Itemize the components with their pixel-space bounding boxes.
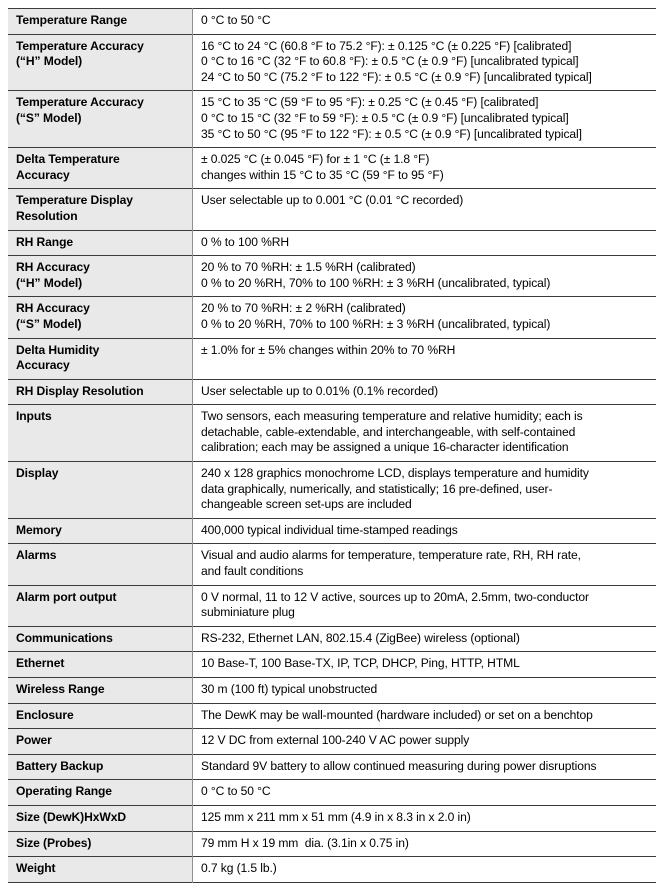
spec-value-cell bbox=[193, 544, 657, 585]
table-row bbox=[8, 230, 656, 256]
spec-value-cell bbox=[193, 230, 657, 256]
spec-value-cell bbox=[193, 652, 657, 678]
spec-label-cell bbox=[8, 585, 193, 626]
table-row bbox=[8, 754, 656, 780]
spec-label-cell bbox=[8, 754, 193, 780]
table-row bbox=[8, 729, 656, 755]
spec-label-cell bbox=[8, 148, 193, 189]
spec-label-cell bbox=[8, 729, 193, 755]
spec-value-line: 16 °C to 24 °C (60.8 °F to 75.2 °F): ± 0.125 °C (± 0.225 °F) [calibrated] bbox=[201, 38, 572, 53]
spec-label-cell bbox=[8, 405, 193, 462]
spec-label-line: Enclosure bbox=[16, 707, 74, 722]
spec-label-line: Size (DewK)HxWxD bbox=[16, 809, 126, 824]
spec-label-line: Accuracy bbox=[16, 358, 70, 373]
spec-value-line: 125 mm x 211 mm x 51 mm (4.9 in x 8.3 in x 2.0 in) bbox=[201, 809, 471, 824]
spec-value-line: Two sensors, each measuring temperature and relative humidity; each is bbox=[201, 409, 583, 424]
table-row bbox=[8, 148, 656, 189]
spec-value-line: 20 % to 70 %RH: ± 2 %RH (calibrated) bbox=[201, 301, 406, 316]
table-row bbox=[8, 34, 656, 91]
spec-label-line: Display bbox=[16, 466, 59, 481]
spec-value-line: 240 x 128 graphics monochrome LCD, displays temperature and humidity bbox=[201, 466, 589, 481]
spec-label-cell bbox=[8, 462, 193, 519]
spec-label-line: (“S” Model) bbox=[16, 316, 82, 331]
spec-value-line: User selectable up to 0.01% (0.1% recorded) bbox=[201, 383, 439, 398]
table-row bbox=[8, 462, 656, 519]
spec-label-line: Delta Temperature bbox=[16, 152, 120, 167]
spec-label-cell bbox=[8, 652, 193, 678]
spec-value-line: Visual and audio alarms for temperature, temperature rate, RH, RH rate, bbox=[201, 548, 581, 563]
spec-label-line: Alarms bbox=[16, 548, 57, 563]
spec-label-line: Wireless Range bbox=[16, 682, 105, 696]
spec-value-cell bbox=[193, 34, 657, 91]
spec-value-line: 20 % to 70 %RH: ± 1.5 %RH (calibrated) bbox=[201, 260, 416, 275]
spec-label-cell bbox=[8, 518, 193, 544]
spec-label-line: Ethernet bbox=[16, 656, 65, 671]
spec-label-cell bbox=[8, 626, 193, 652]
spec-label-cell bbox=[8, 780, 193, 806]
spec-value-line: data graphically, numerically, and statistically; 16 pre-defined, user- bbox=[201, 481, 553, 496]
spec-value-line: 0 °C to 15 °C (32 °F to 59 °F): ± 0.5 °C (± 0.9 °F) [uncalibrated typical] bbox=[201, 110, 569, 125]
spec-value-cell bbox=[193, 626, 657, 652]
spec-value-line: 0.7 kg (1.5 lb.) bbox=[201, 861, 277, 876]
spec-label-line: Weight bbox=[16, 861, 56, 876]
spec-value-line: 24 °C to 50 °C (75.2 °F to 122 °F): ± 0.5 °C (± 0.9 °F) [uncalibrated typical] bbox=[201, 69, 592, 84]
spec-value-line: 35 °C to 50 °C (95 °F to 122 °F): ± 0.5 °C (± 0.9 °F) [uncalibrated typical] bbox=[201, 126, 582, 141]
spec-value-line: changeable screen set-ups are included bbox=[201, 497, 412, 512]
spec-label-line: Communications bbox=[16, 630, 113, 645]
spec-label-cell bbox=[8, 857, 193, 883]
spec-label-line: Temperature Accuracy bbox=[16, 38, 144, 53]
spec-label-line: (“H” Model) bbox=[16, 275, 83, 290]
spec-value-line: 0 % to 20 %RH, 70% to 100 %RH: ± 3 %RH (uncalibrated, typical) bbox=[201, 275, 551, 290]
spec-label-line: Accuracy bbox=[16, 167, 70, 182]
spec-value-line: 0 % to 20 %RH, 70% to 100 %RH: ± 3 %RH (uncalibrated, typical) bbox=[201, 316, 551, 331]
spec-label-line: Delta Humidity bbox=[16, 342, 100, 357]
spec-value-line: calibration; each may be assigned a unique 16-character identification bbox=[201, 440, 569, 455]
table-row bbox=[8, 297, 656, 338]
spec-value-line: 400,000 typical individual time-stamped readings bbox=[201, 522, 458, 537]
spec-label-line: Memory bbox=[16, 522, 62, 537]
spec-value-cell bbox=[193, 518, 657, 544]
spec-value-cell bbox=[193, 780, 657, 806]
spec-label-cell bbox=[8, 831, 193, 857]
spec-value-cell bbox=[193, 148, 657, 189]
spec-value-line: 0 V normal, 11 to 12 V active, sources up to 20mA, 2.5mm, two-conductor bbox=[201, 589, 589, 604]
spec-value-line: ± 0.025 °C (± 0.045 °F) for ± 1 °C (± 1.8 °F) bbox=[201, 152, 430, 167]
table-row bbox=[8, 626, 656, 652]
spec-label-cell bbox=[8, 703, 193, 729]
spec-value-cell bbox=[193, 462, 657, 519]
spec-value-line: detachable, cable-extendable, and interchangeable, with self-contained bbox=[201, 424, 576, 439]
table-row bbox=[8, 9, 656, 35]
table-row bbox=[8, 703, 656, 729]
specifications-table bbox=[8, 8, 656, 883]
spec-label-cell bbox=[8, 338, 193, 379]
spec-label-cell bbox=[8, 544, 193, 585]
table-row bbox=[8, 831, 656, 857]
spec-value-cell bbox=[193, 857, 657, 883]
table-row bbox=[8, 379, 656, 405]
spec-value-line: and fault conditions bbox=[201, 564, 304, 579]
table-row bbox=[8, 189, 656, 230]
spec-value-line: changes within 15 °C to 35 °C (59 °F to 95 °F) bbox=[201, 167, 444, 182]
spec-label-line: Operating Range bbox=[16, 784, 112, 799]
table-row bbox=[8, 405, 656, 462]
table-row bbox=[8, 91, 656, 148]
spec-value-line: 15 °C to 35 °C (59 °F to 95 °F): ± 0.25 °C (± 0.45 °F) [calibrated] bbox=[201, 95, 539, 110]
spec-value-cell bbox=[193, 405, 657, 462]
spec-value-cell bbox=[193, 338, 657, 379]
spec-label-line: Temperature Range bbox=[16, 13, 127, 27]
spec-label-line: RH Accuracy bbox=[16, 260, 90, 275]
spec-label-cell bbox=[8, 297, 193, 338]
spec-label-line: Power bbox=[16, 733, 52, 748]
spec-value-line: 10 Base-T, 100 Base-TX, IP, TCP, DHCP, Ping, HTTP, HTML bbox=[201, 656, 520, 671]
spec-value-line: 12 V DC from external 100-240 V AC power supply bbox=[201, 733, 470, 748]
spec-label-line: (“S” Model) bbox=[16, 110, 82, 125]
table-row bbox=[8, 857, 656, 883]
spec-label-cell bbox=[8, 805, 193, 831]
spec-value-line: 0 °C to 50 °C bbox=[201, 13, 271, 27]
spec-label-line: Battery Backup bbox=[16, 758, 104, 773]
table-row bbox=[8, 544, 656, 585]
spec-label-cell bbox=[8, 9, 193, 35]
spec-label-cell bbox=[8, 379, 193, 405]
spec-label-line: (“H” Model) bbox=[16, 54, 83, 69]
spec-label-line: Temperature Display bbox=[16, 193, 133, 208]
spec-label-line: Resolution bbox=[16, 208, 78, 223]
table-row bbox=[8, 780, 656, 806]
spec-value-cell bbox=[193, 189, 657, 230]
spec-label-line: Size (Probes) bbox=[16, 835, 92, 850]
spec-value-cell bbox=[193, 754, 657, 780]
spec-label-line: Temperature Accuracy bbox=[16, 95, 144, 110]
spec-value-line: RS-232, Ethernet LAN, 802.15.4 (ZigBee) wireless (optional) bbox=[201, 630, 520, 645]
spec-label-line: RH Display Resolution bbox=[16, 383, 144, 398]
spec-value-cell bbox=[193, 585, 657, 626]
spec-value-line: User selectable up to 0.001 °C (0.01 °C recorded) bbox=[201, 193, 464, 208]
spec-value-line: ± 1.0% for ± 5% changes within 20% to 70 %RH bbox=[201, 342, 456, 357]
spec-value-line: 79 mm H x 19 mm dia. (3.1in x 0.75 in) bbox=[201, 835, 409, 850]
spec-value-line: 0 °C to 50 °C bbox=[201, 784, 271, 799]
spec-label-cell bbox=[8, 678, 193, 704]
spec-value-line: 0 % to 100 %RH bbox=[201, 234, 290, 249]
spec-label-line: Inputs bbox=[16, 409, 52, 424]
spec-value-cell bbox=[193, 805, 657, 831]
spec-value-line: Standard 9V battery to allow continued measuring during power disruptions bbox=[201, 758, 597, 773]
table-row bbox=[8, 678, 656, 704]
spec-value-line: 30 m (100 ft) typical unobstructed bbox=[201, 682, 378, 696]
spec-label-cell bbox=[8, 189, 193, 230]
spec-label-line: Alarm port output bbox=[16, 589, 117, 604]
spec-value-line: The DewK may be wall-mounted (hardware included) or set on a benchtop bbox=[201, 707, 593, 722]
spec-value-cell bbox=[193, 9, 657, 35]
table-row bbox=[8, 805, 656, 831]
table-row bbox=[8, 518, 656, 544]
spec-value-cell bbox=[193, 831, 657, 857]
table-row bbox=[8, 338, 656, 379]
spec-label-cell bbox=[8, 34, 193, 91]
spec-value-line: subminiature plug bbox=[201, 605, 295, 620]
spec-label-line: RH Range bbox=[16, 234, 73, 249]
spec-value-line: 0 °C to 16 °C (32 °F to 60.8 °F): ± 0.5 °C (± 0.9 °F) [uncalibrated typical] bbox=[201, 54, 579, 69]
spec-value-cell bbox=[193, 379, 657, 405]
spec-label-line: RH Accuracy bbox=[16, 301, 90, 316]
spec-value-cell bbox=[193, 256, 657, 297]
spec-value-cell bbox=[193, 729, 657, 755]
spec-value-cell bbox=[193, 297, 657, 338]
table-row bbox=[8, 652, 656, 678]
spec-value-cell bbox=[193, 91, 657, 148]
spec-value-cell bbox=[193, 703, 657, 729]
table-row bbox=[8, 256, 656, 297]
spec-label-cell bbox=[8, 91, 193, 148]
spec-label-cell bbox=[8, 230, 193, 256]
spec-label-cell bbox=[8, 256, 193, 297]
table-row bbox=[8, 585, 656, 626]
specifications-table-body bbox=[8, 9, 656, 883]
spec-value-cell bbox=[193, 678, 657, 704]
